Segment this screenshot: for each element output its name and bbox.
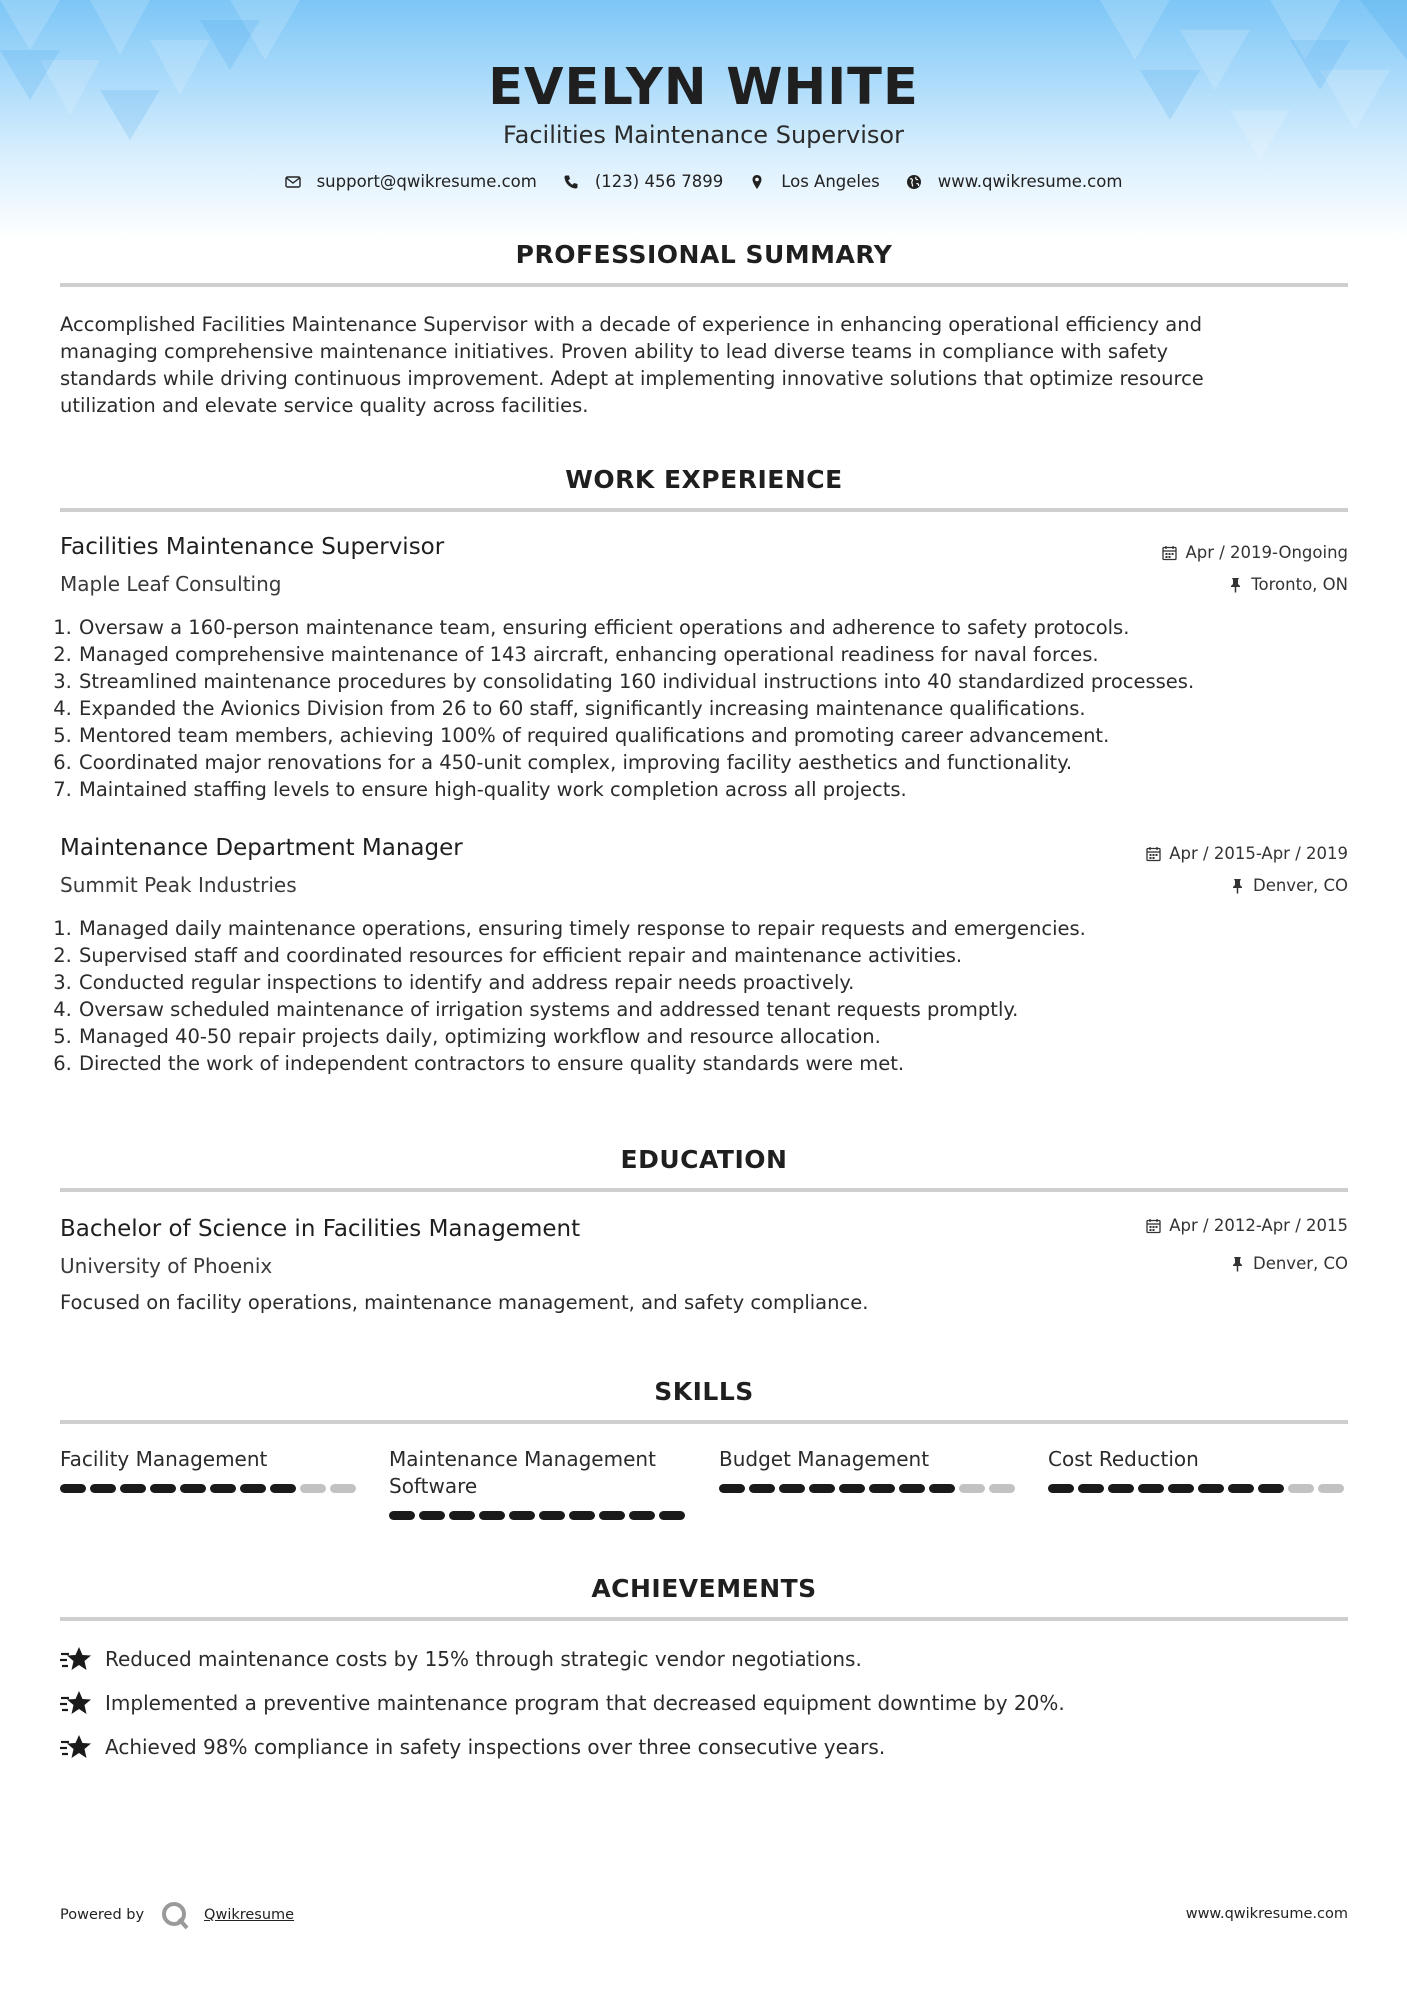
school-name: University of Phoenix	[60, 1254, 273, 1278]
achievement-item	[60, 1689, 1065, 1717]
achievement-text: Implemented a preventive maintenance program that decreased equipment downtime by 20%.	[105, 1691, 1065, 1715]
skill-level-bar	[60, 1484, 356, 1493]
skill-segment-filled	[749, 1484, 775, 1493]
qwikresume-link[interactable]: Qwikresume	[204, 1907, 295, 1923]
skill-segment-filled	[719, 1484, 745, 1493]
skill-segment-empty	[1318, 1484, 1344, 1493]
job-title: Maintenance Department Manager	[60, 835, 463, 861]
list-item: 4. Expanded the Avionics Division from 26 to 60 staff, significantly increasing maintenance qualifications.	[78, 695, 1378, 722]
education-dates	[1146, 1216, 1348, 1235]
star-icon	[60, 1733, 92, 1761]
summary-divider	[60, 283, 1348, 287]
summary-line: managing comprehensive maintenance initiatives. Proven ability to lead diverse teams in compliance with safety	[60, 340, 1169, 363]
skill-level-bar	[1048, 1484, 1344, 1493]
website-text: www.qwikresume.com	[937, 172, 1123, 191]
education-description: Focused on facility operations, maintenance management, and safety compliance.	[60, 1291, 869, 1314]
degree-title: Bachelor of Science in Facilities Management	[60, 1216, 581, 1242]
skill-segment-filled	[809, 1484, 835, 1493]
job-dates-text: Apr / 2019-Ongoing	[1185, 543, 1348, 562]
skill-segment-filled	[1048, 1484, 1074, 1493]
list-item: 3. Streamlined maintenance procedures by consolidating 160 individual instructions into 40 standardized processes.	[78, 668, 1378, 695]
footer-website[interactable]: www.qwikresume.com	[1185, 1906, 1348, 1922]
location-text: Los Angeles	[781, 172, 880, 191]
achievements-heading: ACHIEVEMENTS	[591, 1574, 817, 1603]
summary-line: standards while driving continuous improvement. Adept at implementing innovative solutions that optimize resource	[60, 367, 1204, 390]
pushpin-icon	[1230, 1256, 1245, 1272]
skill-level-bar	[719, 1484, 1015, 1493]
skill-segment-filled	[1138, 1484, 1164, 1493]
job-dates-text: Apr / 2015-Apr / 2019	[1169, 844, 1348, 863]
summary-line: utilization and elevate service quality across facilities.	[60, 394, 589, 417]
skill-segment-filled	[449, 1511, 475, 1520]
skill-segment-filled	[1108, 1484, 1134, 1493]
skill-segment-filled	[899, 1484, 925, 1493]
envelope-icon	[285, 174, 301, 190]
skill-segment-filled	[929, 1484, 955, 1493]
skill-segment-filled	[90, 1484, 116, 1493]
star-icon	[60, 1645, 92, 1673]
skill-name: Maintenance Management Software	[389, 1447, 656, 1498]
skill-segment-filled	[389, 1511, 415, 1520]
skill-segment-empty	[989, 1484, 1015, 1493]
list-item: 3. Conducted regular inspections to identify and address repair needs proactively.	[78, 969, 1378, 996]
experience-heading: WORK EXPERIENCE	[565, 465, 843, 494]
achievement-item	[60, 1645, 862, 1673]
summary-heading: PROFESSIONAL SUMMARY	[515, 240, 893, 269]
list-item: 2. Supervised staff and coordinated resources for efficient repair and maintenance activities.	[78, 942, 1378, 969]
achievements-divider	[60, 1617, 1348, 1621]
list-item: 1. Oversaw a 160-person maintenance team, ensuring efficient operations and adherence to safety protocols.	[78, 614, 1378, 641]
skill-segment-empty	[959, 1484, 985, 1493]
footer-powered-by	[60, 1900, 294, 1930]
calendar-icon	[1146, 846, 1161, 862]
achievement-item	[60, 1733, 885, 1761]
skill-segment-empty	[1288, 1484, 1314, 1493]
qwikresume-logo-icon	[160, 1900, 190, 1930]
skill-segment-filled	[659, 1511, 685, 1520]
phone-text: (123) 456 7899	[594, 172, 724, 191]
contact-email[interactable]	[285, 172, 537, 191]
email-text: support@qwikresume.com	[316, 172, 537, 191]
list-item: 5. Mentored team members, achieving 100% of required qualifications and promoting career advancement.	[78, 722, 1378, 749]
pushpin-icon	[1230, 878, 1245, 894]
pushpin-icon	[1228, 577, 1243, 593]
education-heading: EDUCATION	[620, 1145, 788, 1174]
contact-website[interactable]	[906, 172, 1123, 191]
skill-segment-filled	[599, 1511, 625, 1520]
summary-line: Accomplished Facilities Maintenance Supervisor with a decade of experience in enhancing operational efficiency and	[60, 313, 1202, 336]
skill-segment-filled	[120, 1484, 146, 1493]
skill-segment-filled	[60, 1484, 86, 1493]
education-dates-text: Apr / 2012-Apr / 2015	[1169, 1216, 1348, 1235]
summary-text	[60, 311, 1360, 419]
skills-heading: SKILLS	[654, 1377, 754, 1406]
skill-segment-filled	[1078, 1484, 1104, 1493]
skill-segment-filled	[569, 1511, 595, 1520]
job-dates	[1162, 543, 1348, 562]
skill-segment-filled	[240, 1484, 266, 1493]
list-item: 6. Coordinated major renovations for a 450-unit complex, improving facility aesthetics and functionality.	[78, 749, 1378, 776]
skill-segment-filled	[869, 1484, 895, 1493]
job-title: Facilities Maintenance Supervisor	[60, 534, 445, 560]
skill-segment-empty	[300, 1484, 326, 1493]
skill-segment-filled	[629, 1511, 655, 1520]
candidate-title: Facilities Maintenance Supervisor	[503, 121, 904, 149]
star-icon	[60, 1689, 92, 1717]
list-item: 6. Directed the work of independent contractors to ensure quality standards were met.	[78, 1050, 1378, 1077]
job-location	[1230, 876, 1348, 895]
skill-segment-filled	[270, 1484, 296, 1493]
skill-segment-filled	[539, 1511, 565, 1520]
job-bullets	[60, 915, 1378, 1077]
experience-divider	[60, 508, 1348, 512]
powered-by-text: Powered by	[60, 1907, 145, 1923]
candidate-name: EVELYN WHITE	[488, 58, 919, 117]
geometric-pattern	[0, 0, 1407, 240]
job-location-text: Denver, CO	[1252, 876, 1348, 895]
skill-segment-filled	[779, 1484, 805, 1493]
skill-segment-empty	[330, 1484, 356, 1493]
achievement-text: Achieved 98% compliance in safety inspections over three consecutive years.	[105, 1735, 886, 1759]
education-location	[1230, 1254, 1348, 1273]
company-name: Summit Peak Industries	[60, 873, 297, 897]
skill-name: Cost Reduction	[1048, 1447, 1199, 1471]
skill-segment-filled	[839, 1484, 865, 1493]
skill-segment-filled	[479, 1511, 505, 1520]
list-item: 5. Managed 40-50 repair projects daily, optimizing workflow and resource allocation.	[78, 1023, 1378, 1050]
skill-level-bar	[389, 1511, 685, 1520]
globe-icon	[906, 174, 922, 190]
skills-divider	[60, 1420, 1348, 1424]
job-dates	[1146, 844, 1348, 863]
skill-segment-filled	[419, 1511, 445, 1520]
skill-segment-filled	[210, 1484, 236, 1493]
skill-name: Budget Management	[719, 1447, 930, 1471]
header-background	[0, 0, 1407, 240]
education-divider	[60, 1188, 1348, 1192]
job-bullets	[60, 614, 1378, 803]
skill-name: Facility Management	[60, 1447, 268, 1471]
list-item: 2. Managed comprehensive maintenance of 143 aircraft, enhancing operational readiness for naval forces.	[78, 641, 1378, 668]
list-item: 7. Maintained staffing levels to ensure high-quality work completion across all projects.	[78, 776, 1378, 803]
skill-segment-filled	[509, 1511, 535, 1520]
calendar-icon	[1162, 545, 1177, 561]
contact-phone[interactable]	[563, 172, 723, 191]
skill-segment-filled	[150, 1484, 176, 1493]
contact-bar	[0, 172, 1407, 191]
skill-segment-filled	[1198, 1484, 1224, 1493]
phone-icon	[563, 174, 579, 190]
map-pin-icon	[749, 174, 765, 190]
job-location	[1228, 575, 1348, 594]
contact-location	[749, 172, 880, 191]
skill-segment-filled	[1228, 1484, 1254, 1493]
skill-segment-filled	[180, 1484, 206, 1493]
achievement-text: Reduced maintenance costs by 15% through strategic vendor negotiations.	[105, 1647, 862, 1671]
list-item: 4. Oversaw scheduled maintenance of irrigation systems and addressed tenant requests promptly.	[78, 996, 1378, 1023]
skill-segment-filled	[1168, 1484, 1194, 1493]
list-item: 1. Managed daily maintenance operations, ensuring timely response to repair requests and emergencies.	[78, 915, 1378, 942]
company-name: Maple Leaf Consulting	[60, 572, 282, 596]
education-location-text: Denver, CO	[1252, 1254, 1348, 1273]
calendar-icon	[1146, 1218, 1161, 1234]
skill-segment-filled	[1258, 1484, 1284, 1493]
job-location-text: Toronto, ON	[1251, 575, 1348, 594]
